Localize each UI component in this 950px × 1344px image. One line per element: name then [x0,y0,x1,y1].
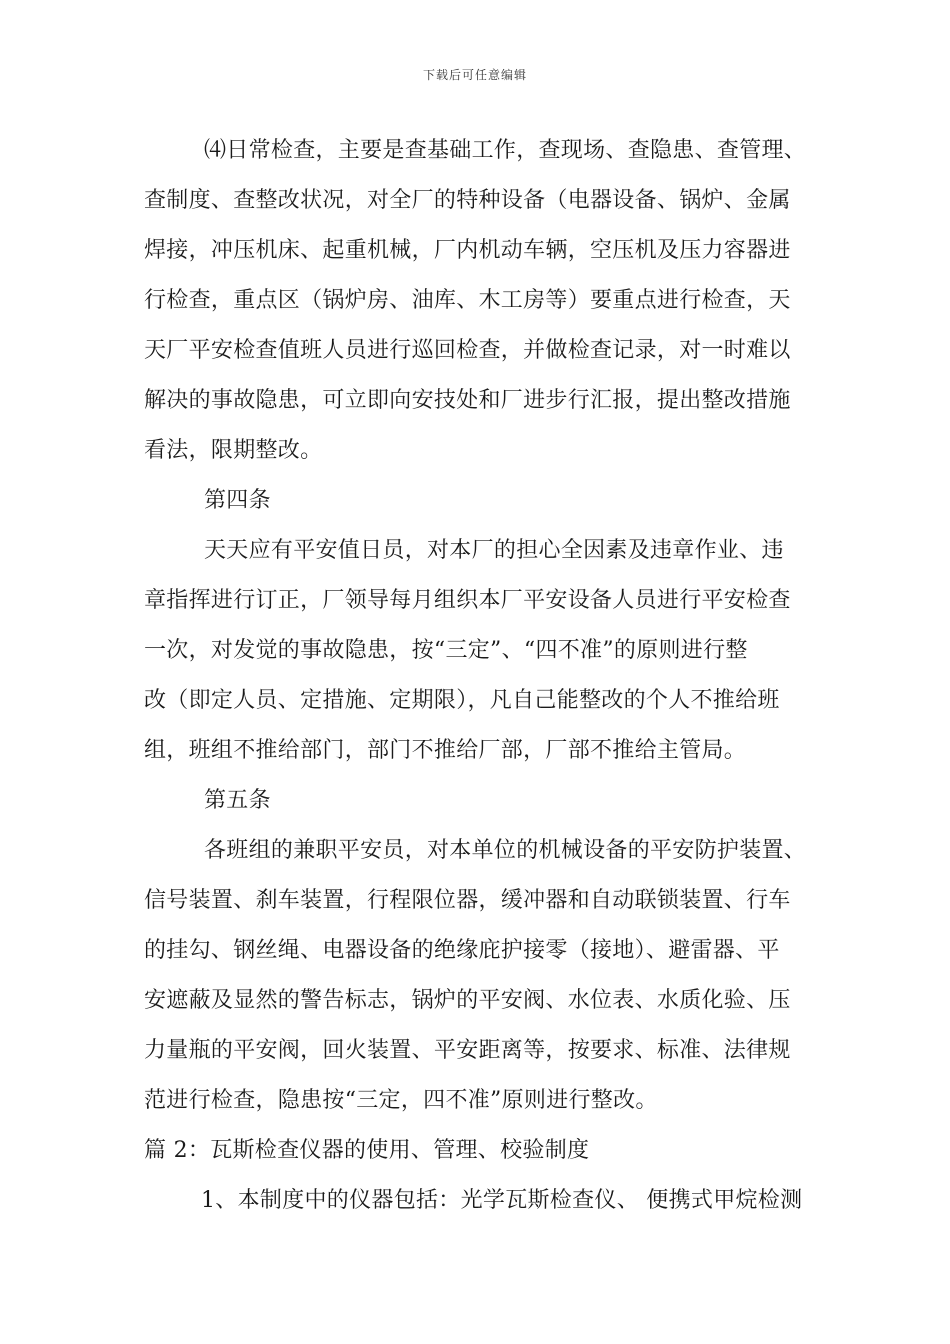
paragraph-line: 章指挥进行订正，厂领导每月组织本厂平安设备人员进行平安检查 [144,588,791,613]
article-heading: 第四条 [204,488,271,513]
document-body [144,126,824,1226]
paragraph-line: 1、本制度中的仪器包括：光学瓦斯检查仪、 便携式甲烷检测 [201,1188,803,1213]
paragraph-line: 组，班组不推给部门，部门不推给厂部，厂部不推给主管局。 [144,738,747,763]
paragraph-line: 行检查，重点区（锅炉房、油库、木工房等）要重点进行检查，天 [144,288,791,313]
paragraph-line: 的挂勾、钢丝绳、电器设备的绝缘庇护接零（接地）、避雷器、平 [144,938,780,963]
paragraph-line: 查制度、查整改状况，对全厂的特种设备（电器设备、锅炉、金属 [144,188,791,213]
article-heading: 第五条 [204,788,271,813]
paragraph-line: 各班组的兼职平安员，对本单位的机械设备的平安防护装置、 [204,838,807,863]
paragraph-line: 天厂平安检查值班人员进行巡回检查，并做检查记录，对一时难以 [144,338,791,363]
paragraph-line: 力量瓶的平安阀，回火装置、平安距离等，按要求、标准、法律规 [144,1038,791,1063]
paragraph-line: ⑷日常检查，主要是查基础工作，查现场、查隐患、查管理、 [204,138,807,163]
paragraph-line: 一次，对发觉的事故隐患，按“三定”、“四不准”的原则进行整 [144,638,748,663]
paragraph-line: 范进行检查，隐患按“三定，四不准”原则进行整改。 [144,1088,658,1113]
paragraph-line: 天天应有平安值日员，对本厂的担心全因素及违章作业、违 [204,538,784,563]
paragraph-line: 解决的事故隐患，可立即向安技处和厂进步行汇报，提出整改措施 [144,388,791,413]
paragraph-line: 信号装置、刹车装置，行程限位器，缓冲器和自动联锁装置、行车 [144,888,791,913]
section-title: 篇 2：瓦斯检查仪器的使用、管理、校验制度 [144,1138,590,1163]
paragraph-line: 看法，限期整改。 [144,438,323,463]
paragraph-line: 焊接，冲压机床、起重机械，厂内机动车辆，空压机及压力容器进 [144,238,791,263]
paragraph-line: 改（即定人员、定措施、定期限），凡自己能整改的个人不推给班 [144,688,780,713]
page-header: 下载后可任意编辑 [422,68,527,82]
paragraph-line: 安遮蔽及显然的警告标志，锅炉的平安阀、水位表、水质化验、压 [144,988,791,1013]
